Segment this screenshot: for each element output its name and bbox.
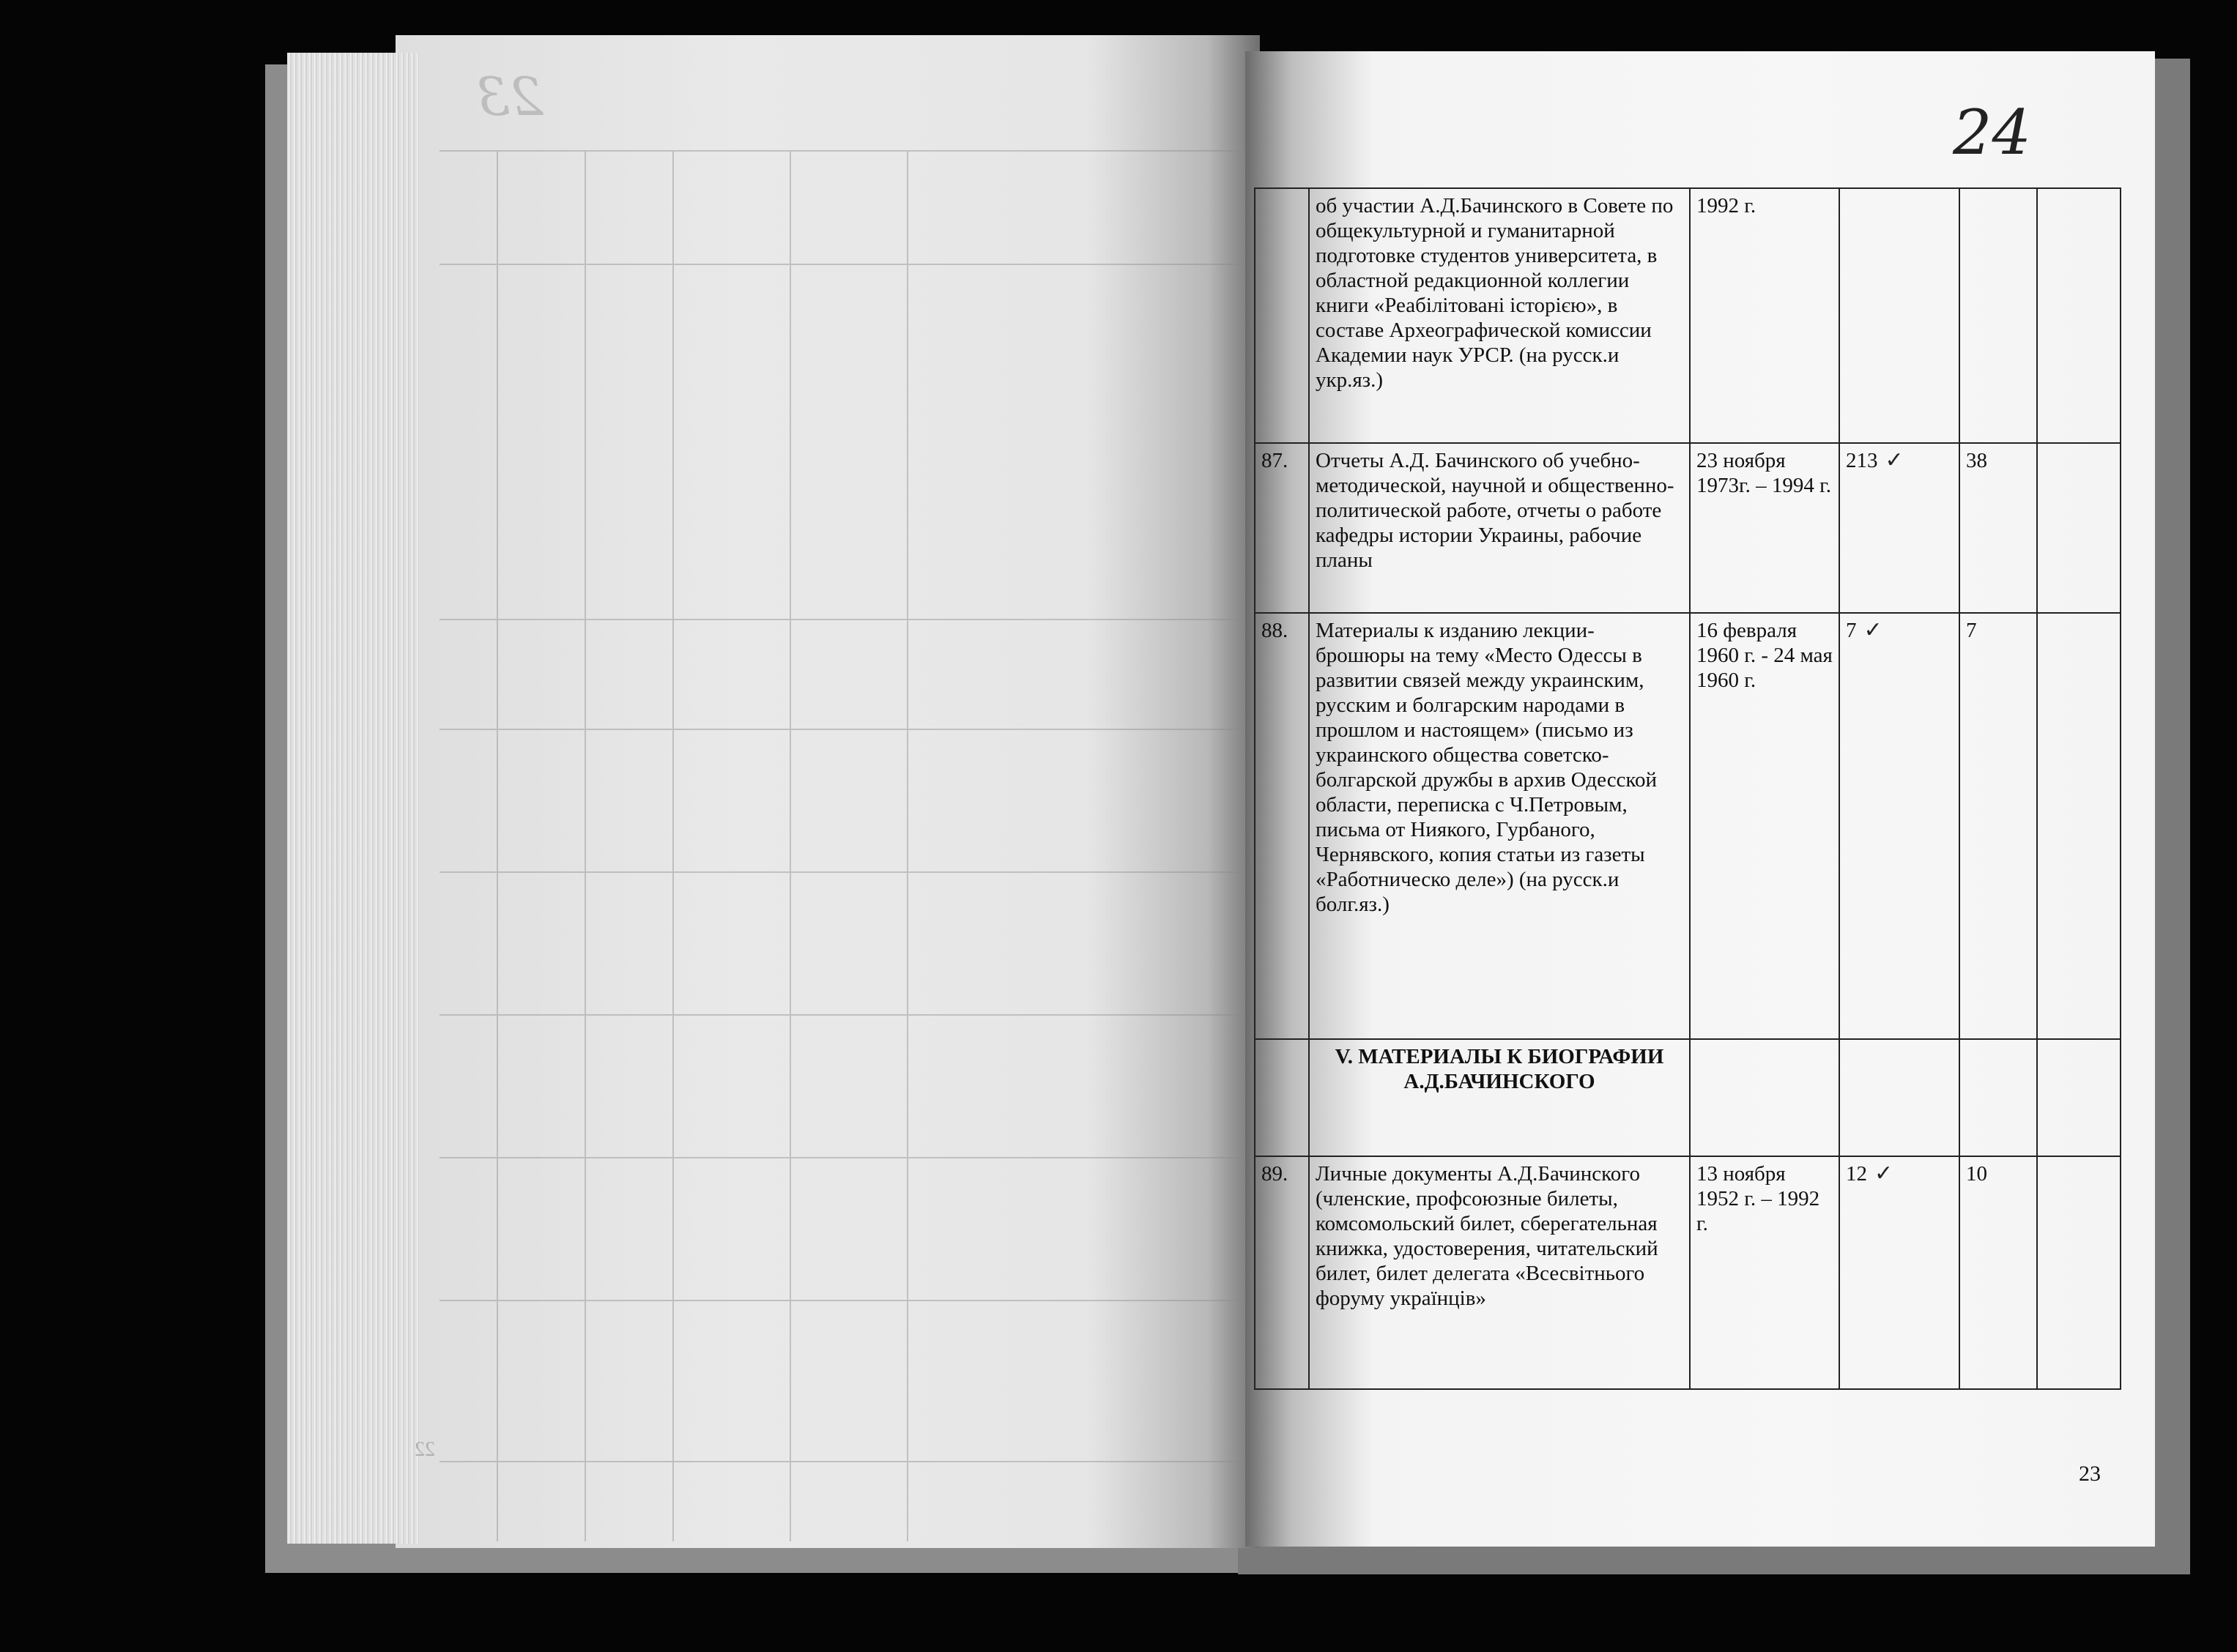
sheets-value: 12 <box>1846 1162 1867 1186</box>
row-notes <box>2037 188 2121 443</box>
table-row <box>1255 188 2121 443</box>
table-row <box>1255 443 2121 613</box>
row-units: 7 <box>1959 613 2037 1039</box>
row-title: Отчеты А.Д. Бачинского об учебно-методической, научной и общественно-политической работе, отчеты о работе кафедры истории Украины, рабочие планы <box>1309 443 1690 613</box>
row-notes <box>2037 443 2121 613</box>
handwritten-folio-left: 23 <box>476 66 544 127</box>
row-title: об участии А.Д.Бачинского в Совете по общекультурной и гуманитарной подготовке студентов университета, в областной редакционной коллегии книги «Реабілітовані історією», в составе Археографической комиссии Академии наук УРСР. (на русск.и укр.яз.) <box>1309 188 1690 443</box>
table-row <box>1255 1156 2121 1389</box>
sheets-value: 7 <box>1846 619 1857 642</box>
page-number-left: 22 <box>415 1438 435 1461</box>
row-sheets <box>1839 1156 1959 1389</box>
row-sheets <box>1839 443 1959 613</box>
row-date: 16 февраля 1960 г. - 24 мая 1960 г. <box>1690 613 1839 1039</box>
row-date: 23 ноября 1973г. – 1994 г. <box>1690 443 1839 613</box>
page-edges <box>287 53 419 1544</box>
left-page-bleedthrough <box>439 150 1245 1541</box>
checkmark-icon: ✓ <box>1874 1161 1893 1186</box>
section-heading: V. МАТЕРИАЛЫ К БИОГРАФИИ А.Д.БАЧИНСКОГО <box>1309 1039 1690 1156</box>
checkmark-icon: ✓ <box>1863 617 1882 643</box>
row-date: 13 ноября 1952 г. – 1992 г. <box>1690 1156 1839 1389</box>
table-row <box>1255 613 2121 1039</box>
row-number: 88. <box>1255 613 1309 1039</box>
row-notes <box>2037 1156 2121 1389</box>
row-date: 1992 г. <box>1690 188 1839 443</box>
inventory-table <box>1254 187 2121 1390</box>
row-number <box>1255 188 1309 443</box>
row-number: 87. <box>1255 443 1309 613</box>
row-title: Личные документы А.Д.Бачинского (членские, профсоюзные билеты, комсомольский билет, сберегательная книжка, удостоверения, читательский билет, билет делегата «Всесвітнього форуму українців» <box>1309 1156 1690 1389</box>
handwritten-folio-right: 24 <box>1953 97 2031 168</box>
sheets-value: 213 <box>1846 449 1878 472</box>
row-notes <box>2037 613 2121 1039</box>
row-units <box>1959 188 2037 443</box>
page-number: 23 <box>2079 1462 2101 1486</box>
checkmark-icon: ✓ <box>1885 447 1904 473</box>
row-sheets <box>1839 613 1959 1039</box>
row-number: 89. <box>1255 1156 1309 1389</box>
row-units: 10 <box>1959 1156 2037 1389</box>
row-sheets <box>1839 188 1959 443</box>
row-units: 38 <box>1959 443 2037 613</box>
section-row <box>1255 1039 2121 1156</box>
row-title: Материалы к изданию лекции-брошюры на тему «Место Одессы в развитии связей между украинским, русским и болгарским народами в прошлом и настоящем» (письмо из украинского общества советско-болгарской дружбы в архив Одесской области, переписка с Ч.Петровым, письма от Ниякого, Гурбаного, Чернявского, копия статьи из газеты «Работническо деле») (на русск.и болг.яз.) <box>1309 613 1690 1039</box>
